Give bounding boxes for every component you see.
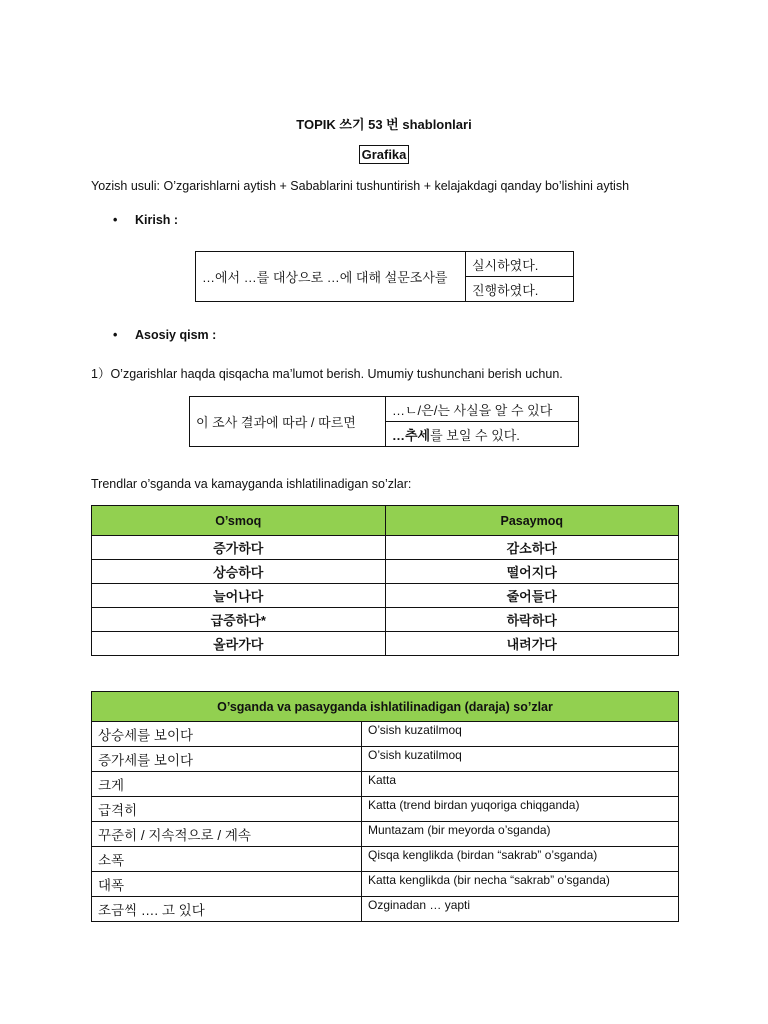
trend-cell: 감소하다 [385, 536, 679, 560]
section-subtitle [0, 147, 768, 162]
degree-korean: 소폭 [92, 847, 362, 872]
trend-cell: 증가하다 [92, 536, 386, 560]
degree-uzbek: Katta (trend birdan yuqoriga chiqganda) [362, 797, 679, 822]
intro-phrase-table [195, 251, 574, 302]
table-row [92, 560, 679, 584]
step-1-text: 1）O’zgarishlar haqda qisqacha ma’lumot berish. Umumiy tushunchani berish uchun. [91, 367, 563, 381]
degree-korean: 대폭 [92, 872, 362, 897]
table-row [92, 772, 679, 797]
table-row [92, 632, 679, 656]
degree-uzbek: Qisqa kenglikda (birdan “sakrab” o’sganda) [362, 847, 679, 872]
table-row [92, 608, 679, 632]
trend-cell: 떨어지다 [385, 560, 679, 584]
trend-cell: 급증하다* [92, 608, 386, 632]
main-option-bold: …추세 [392, 427, 431, 443]
trend-cell: 올라가다 [92, 632, 386, 656]
bullet-dot-icon: • [113, 328, 118, 342]
intro-bullet [113, 213, 178, 227]
intro-option: 진행하였다. [466, 277, 574, 302]
page-title: TOPIK 쓰기 53 번 shablonlari [296, 117, 472, 132]
trend-table [91, 505, 679, 656]
degree-korean: 상승세를 보이다 [92, 722, 362, 747]
table-row [92, 797, 679, 822]
trend-header-decrease: Pasaymoq [385, 506, 679, 536]
degree-korean: 급격히 [92, 797, 362, 822]
table-row [92, 722, 679, 747]
main-phrase: 이 조사 결과에 따라 / 따르면 [190, 397, 386, 447]
writing-method: Yozish usuli: O’zgarishlarni aytish + Sabablarini tushuntirish + kelajakdagi qanday bo’lishini aytish [91, 179, 630, 193]
table-row [92, 584, 679, 608]
degree-uzbek: O’sish kuzatilmoq [362, 747, 679, 772]
trend-intro-text: Trendlar o’sganda va kamayganda ishlatilinadigan so’zlar: [91, 477, 412, 491]
degree-uzbek: Katta [362, 772, 679, 797]
trend-cell: 하락하다 [385, 608, 679, 632]
table-row [92, 872, 679, 897]
table-row [92, 536, 679, 560]
degree-header: O’sganda va pasayganda ishlatilinadigan (daraja) so’zlar [92, 692, 679, 722]
table-row [92, 897, 679, 922]
main-bullet [113, 328, 216, 342]
degree-uzbek: Ozginadan … yapti [362, 897, 679, 922]
intro-bullet-label: Kirish : [135, 213, 179, 227]
degree-uzbek: O’sish kuzatilmoq [362, 722, 679, 747]
trend-cell: 상승하다 [92, 560, 386, 584]
trend-header-increase: O’smoq [92, 506, 386, 536]
degree-uzbek: Muntazam (bir meyorda o’sganda) [362, 822, 679, 847]
main-phrase-table [189, 396, 579, 447]
subtitle-text: Grafika [359, 145, 410, 164]
intro-phrase: …에서 …를 대상으로 …에 대해 설문조사를 [196, 252, 466, 302]
table-row [92, 747, 679, 772]
bullet-dot-icon: • [113, 213, 118, 227]
degree-uzbek: Katta kenglikda (bir necha “sakrab” o’sganda) [362, 872, 679, 897]
table-row [92, 847, 679, 872]
main-bullet-label: Asosiy qism : [135, 328, 217, 342]
main-option-rest: 를 보일 수 있다. [430, 427, 520, 443]
main-option: …ㄴ/은/는 사실을 알 수 있다 [386, 397, 579, 422]
degree-table [91, 691, 679, 922]
trend-cell: 늘어나다 [92, 584, 386, 608]
main-option [386, 422, 579, 447]
degree-korean: 조금씩 …. 고 있다 [92, 897, 362, 922]
trend-cell: 줄어들다 [385, 584, 679, 608]
degree-korean: 꾸준히 / 지속적으로 / 계속 [92, 822, 362, 847]
intro-option: 실시하였다. [466, 252, 574, 277]
degree-korean: 증가세를 보이다 [92, 747, 362, 772]
trend-cell: 내려가다 [385, 632, 679, 656]
table-row [92, 822, 679, 847]
degree-korean: 크게 [92, 772, 362, 797]
